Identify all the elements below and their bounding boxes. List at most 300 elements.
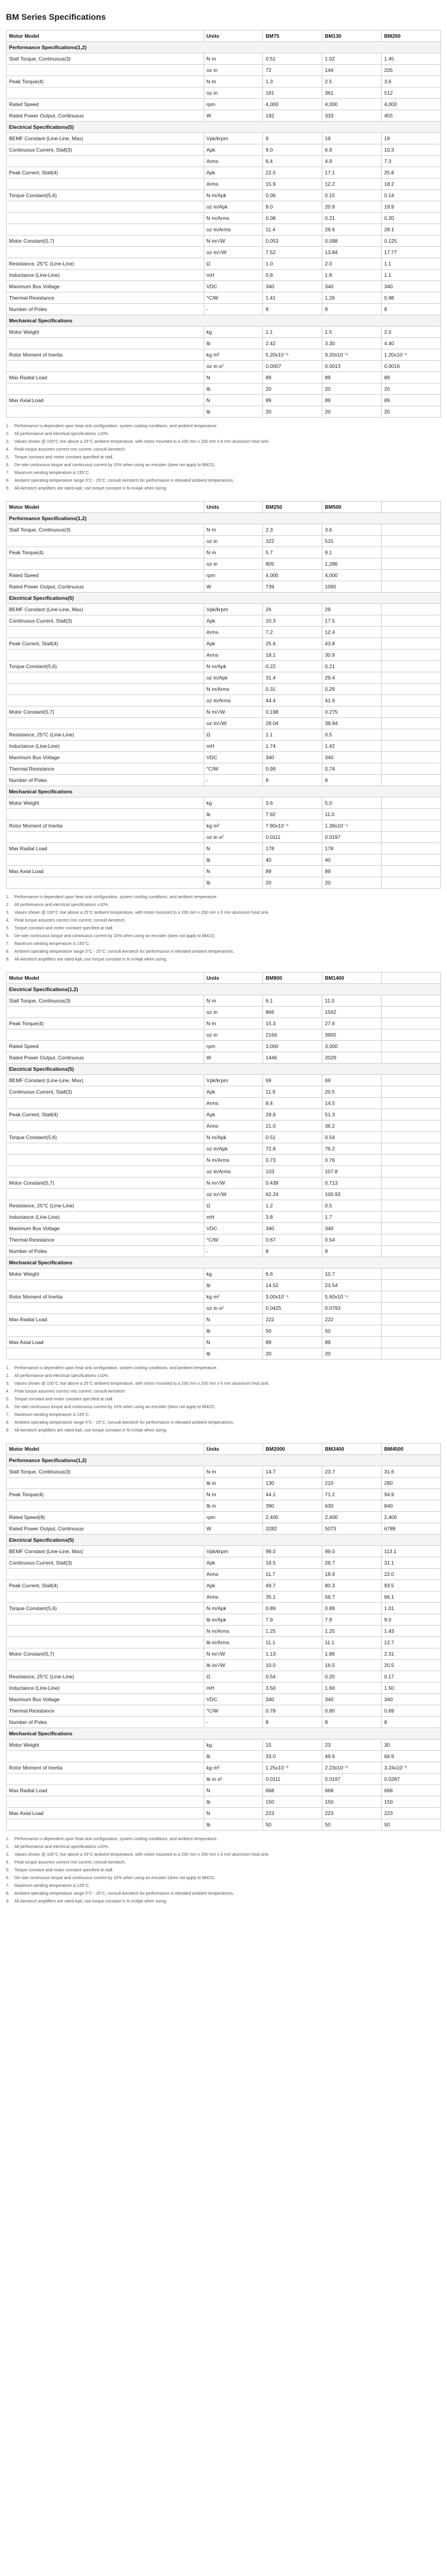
footnote [6, 917, 441, 925]
spec-value: 1.1 [263, 327, 322, 338]
model-column-heading: BM200 [382, 31, 441, 42]
spec-units: lb·in/Apk [204, 1614, 263, 1626]
footnote-number: 2. [6, 1845, 10, 1849]
spec-label [7, 1774, 204, 1785]
spec-value: 340 [263, 1223, 322, 1234]
header-row [7, 502, 441, 513]
spec-row [7, 338, 441, 349]
spec-row [7, 638, 441, 650]
spec-row [7, 76, 441, 87]
spec-row [7, 1029, 441, 1041]
spec-value: 11.4 [263, 224, 322, 235]
spec-value: 0.54 [322, 1234, 382, 1246]
spec-label: Continuous Current, Stall(3) [7, 1086, 204, 1098]
spec-value: 62.24 [263, 1189, 322, 1200]
footnote-number: 3. [6, 911, 10, 915]
spec-value: 89 [263, 866, 322, 877]
spec-row [7, 395, 441, 406]
footnote-text: All Aerotech amplifiers are rated Apk; use torque constant in N·m/Apk when sizing. [14, 1429, 168, 1433]
spec-value: 1.7 [322, 1212, 382, 1223]
spec-units: Ω [204, 1671, 263, 1683]
footnote [6, 1851, 441, 1859]
spec-value: 12.2 [322, 179, 382, 190]
spec-label: Thermal Resistance [7, 292, 204, 304]
spec-row [7, 1109, 441, 1121]
footnote [6, 956, 441, 964]
spec-row [7, 558, 441, 570]
spec-value: 76.2 [322, 1143, 382, 1155]
spec-value: 3,000 [322, 1041, 382, 1052]
spec-value: 130 [263, 1478, 322, 1489]
spec-value: 150 [322, 1796, 382, 1808]
spec-value [382, 1234, 441, 1246]
spec-row [7, 53, 441, 65]
footnote [6, 469, 441, 477]
spec-value: 0.198 [263, 706, 322, 718]
footnote-number: 9. [6, 487, 10, 491]
spec-value: 89 [382, 395, 441, 406]
spec-value: 178 [263, 843, 322, 854]
spec-value: 1,286 [322, 558, 382, 570]
spec-row [7, 820, 441, 832]
spec-value: 9 [263, 133, 322, 144]
spec-units: lb [204, 809, 263, 820]
motor-model-heading: Motor Model [7, 502, 204, 513]
spec-value: 40 [263, 854, 322, 866]
footnote [6, 1364, 441, 1372]
spec-units: lb [204, 406, 263, 418]
spec-value: 7.2 [263, 627, 322, 638]
spec-value: 0.0111 [263, 1774, 322, 1785]
spec-value: 29.6 [322, 224, 382, 235]
spec-value: 0.0197 [322, 1774, 382, 1785]
spec-row [7, 144, 441, 156]
footnote [6, 1411, 441, 1419]
spec-value: 5.20x10⁻⁶ [263, 349, 322, 361]
spec-units: kg [204, 1269, 263, 1280]
spec-value: 0.74 [322, 763, 382, 775]
spec-value: 99.0 [322, 1546, 382, 1557]
spec-row [7, 235, 441, 247]
spec-row [7, 1705, 441, 1717]
section-row [7, 1535, 441, 1546]
spec-label [7, 809, 204, 820]
spec-label: Number of Poles [7, 775, 204, 786]
spec-label [7, 156, 204, 167]
spec-label [7, 1029, 204, 1041]
spec-value: 1.1 [382, 270, 441, 281]
spec-units: N·m/Arms [204, 684, 263, 695]
spec-value: 4,000 [322, 570, 382, 581]
spec-row [7, 1762, 441, 1774]
spec-row [7, 650, 441, 661]
spec-row [7, 1143, 441, 1155]
spec-value: 69 [322, 1075, 382, 1086]
spec-value: 4,000 [322, 99, 382, 110]
spec-table-header [7, 1443, 441, 1455]
spec-value: 25.8 [382, 167, 441, 179]
section-heading: Electrical Specifications(5) [7, 1535, 441, 1546]
spec-row [7, 1348, 441, 1360]
spec-label: Motor Weight [7, 327, 204, 338]
spec-value: 2.5 [322, 76, 382, 87]
spec-row [7, 167, 441, 179]
spec-row [7, 1132, 441, 1143]
footnote [6, 1867, 441, 1874]
spec-units: oz·in/Arms [204, 695, 263, 706]
model-column-heading: BM4500 [382, 1443, 441, 1455]
spec-value: 0.21 [322, 213, 382, 224]
spec-label [7, 1819, 204, 1831]
spec-label [7, 1155, 204, 1166]
spec-row [7, 684, 441, 695]
spec-label: Rated Speed(8) [7, 1512, 204, 1523]
section-heading: Performance Specifications(1,2) [7, 1455, 441, 1466]
spec-units: oz·in [204, 87, 263, 99]
spec-value: 1.25x10⁻³ [263, 1762, 322, 1774]
spec-value [382, 1109, 441, 1121]
spec-units: oz·in/Arms [204, 224, 263, 235]
spec-value: 866 [263, 1007, 322, 1018]
spec-value [382, 1212, 441, 1223]
spec-value: 3.24x10⁻³ [382, 1762, 441, 1774]
footnotes [6, 422, 441, 493]
spec-row [7, 1246, 441, 1257]
spec-label: Max Axial Load [7, 866, 204, 877]
spec-label: Number of Poles [7, 304, 204, 315]
spec-value: 10.0 [263, 1660, 322, 1671]
spec-units: Vpk/krpm [204, 1546, 263, 1557]
footnote-text: Peak torque assumes correct rms current; consult Aerotech. [14, 1861, 126, 1865]
spec-value: 1.0 [263, 258, 322, 270]
spec-value: 0.0425 [263, 1303, 322, 1314]
spec-row [7, 1291, 441, 1303]
footnote-text: Maximum winding temperature is 155°C. [14, 471, 90, 475]
spec-label: Resistance, 25°C (Line-Line) [7, 258, 204, 270]
spec-table [6, 501, 441, 889]
footnotes [6, 1364, 441, 1435]
spec-label [7, 1478, 204, 1489]
spec-row [7, 1512, 441, 1523]
spec-value [382, 1029, 441, 1041]
spec-row [7, 832, 441, 843]
spec-label [7, 247, 204, 258]
spec-row [7, 1660, 441, 1671]
spec-row [7, 1280, 441, 1291]
spec-value: 0.125 [382, 235, 441, 247]
spec-value: 25.6 [263, 638, 322, 650]
spec-value [382, 604, 441, 615]
spec-units: Apk [204, 1086, 263, 1098]
spec-value [382, 1075, 441, 1086]
footnote-number: 2. [6, 432, 10, 436]
spec-value: 7.92 [263, 809, 322, 820]
spec-row [7, 1774, 441, 1785]
spec-value: 630 [322, 1500, 382, 1512]
section-row [7, 1257, 441, 1269]
spec-value: 222 [263, 1314, 322, 1325]
spec-value: 4.9 [322, 156, 382, 167]
spec-value [382, 1155, 441, 1166]
spec-row [7, 1212, 441, 1223]
footnote [6, 1843, 441, 1851]
footnote-text: Peak torque assumes correct rms current; consult Aerotech. [14, 1390, 126, 1394]
spec-row [7, 110, 441, 122]
spec-row [7, 1626, 441, 1637]
spec-label: Rated Power Output, Continuous [7, 1523, 204, 1535]
spec-value: 26 [263, 604, 322, 615]
spec-units: Arms [204, 1121, 263, 1132]
spec-value: 107.8 [322, 1166, 382, 1177]
spec-units: °C/W [204, 1705, 263, 1717]
spec-value [382, 1177, 441, 1189]
spec-row [7, 1557, 441, 1569]
spec-value: 8 [263, 304, 322, 315]
spec-value: 30 [382, 1740, 441, 1751]
footnote-text: De-rate continuous torque and continuous current by 10% when using an encoder (does not apply to BM22). [14, 934, 216, 938]
spec-value: 66.1 [382, 1591, 441, 1603]
spec-table-header [7, 31, 441, 42]
spec-value: 8 [263, 1246, 322, 1257]
spec-row [7, 1325, 441, 1337]
spec-value: 2166 [263, 1029, 322, 1041]
spec-label: Motor Constant(5,7) [7, 1648, 204, 1660]
spec-label: BEMF Constant (Line-Line, Max) [7, 133, 204, 144]
spec-label [7, 1660, 204, 1671]
spec-units: N·m/Arms [204, 1155, 263, 1166]
spec-label: Rotor Moment of Inertia [7, 1291, 204, 1303]
model-column-heading: BM2000 [263, 1443, 322, 1455]
spec-value: 3.6 [263, 798, 322, 809]
spec-value: 16.5 [263, 1557, 322, 1569]
spec-row [7, 995, 441, 1007]
spec-value: 31.4 [263, 672, 322, 684]
spec-label: Rated Power Output, Continuous [7, 581, 204, 593]
spec-label: Torque Constant(5,6) [7, 1603, 204, 1614]
footnote-number: 4. [6, 1390, 10, 1394]
model-column-heading: BM500 [322, 502, 382, 513]
spec-value [382, 1189, 441, 1200]
spec-units: kg·m² [204, 820, 263, 832]
footnote-number: 7. [6, 1884, 10, 1888]
section-row [7, 315, 441, 327]
footnote-number: 3. [6, 440, 10, 444]
spec-label [7, 87, 204, 99]
spec-units: Apk [204, 1557, 263, 1569]
spec-value: 2.3 [263, 524, 322, 536]
spec-value: 1.42 [322, 741, 382, 752]
spec-value: 222 [322, 1314, 382, 1325]
footnote-text: Values shown @ 100°C rise above a 25°C ambient temperature, with motor mounted to a 200 mm x 200 mm x 6 mm aluminum heat sink. [14, 911, 270, 915]
spec-units: oz·in/Arms [204, 1166, 263, 1177]
spec-value: 2,400 [382, 1512, 441, 1523]
spec-row [7, 1200, 441, 1212]
spec-value: 0.0013 [322, 361, 382, 372]
spec-value [382, 1269, 441, 1280]
footnote [6, 1882, 441, 1890]
spec-label [7, 1280, 204, 1291]
footnote-number: 9. [6, 1899, 10, 1904]
footnote-text: Torque constant and motor constant specified at stall. [14, 926, 114, 931]
footnote-number: 4. [6, 1861, 10, 1865]
spec-units: - [204, 1246, 263, 1257]
spec-row [7, 1466, 441, 1478]
spec-value: 89 [322, 372, 382, 383]
spec-value: 29.4 [322, 672, 382, 684]
spec-value: 99.0 [263, 1546, 322, 1557]
spec-label: Thermal Resistance [7, 1705, 204, 1717]
spec-row [7, 1303, 441, 1314]
spec-units: lb [204, 1796, 263, 1808]
spec-value: 6.6 [263, 1269, 322, 1280]
spec-value: 4,000 [382, 99, 441, 110]
spec-value: 20.9 [322, 201, 382, 213]
spec-units: N·m/√W [204, 1648, 263, 1660]
footnote-text: Ambient operating temperature range 0°C - 25°C; consult Aerotech for performance in elevated ambient temperatures. [14, 1421, 234, 1425]
spec-row [7, 1796, 441, 1808]
spec-value: 89 [263, 1337, 322, 1348]
spec-row [7, 615, 441, 627]
model-column-heading: BM75 [263, 31, 322, 42]
spec-value: 223 [263, 1808, 322, 1819]
spec-value: 10.3 [382, 144, 441, 156]
spec-value: 340 [263, 1694, 322, 1705]
spec-value: 0.73 [263, 1155, 322, 1166]
spec-units: Apk [204, 1109, 263, 1121]
spec-value [382, 558, 441, 570]
spec-label: Max Axial Load [7, 395, 204, 406]
spec-value: 44.4 [263, 695, 322, 706]
section-heading: Electrical Specifications(5) [7, 122, 441, 133]
spec-label [7, 1569, 204, 1580]
spec-value: 21.0 [263, 1121, 322, 1132]
spec-value: 23 [322, 1740, 382, 1751]
spec-label: Rotor Moment of Inertia [7, 1762, 204, 1774]
spec-row [7, 775, 441, 786]
spec-value: 18.2 [382, 179, 441, 190]
spec-value: 455 [382, 110, 441, 122]
spec-label: Max Axial Load [7, 1337, 204, 1348]
spec-value [382, 1246, 441, 1257]
spec-units: N·m/Arms [204, 1626, 263, 1637]
spec-row [7, 201, 441, 213]
spec-value [382, 866, 441, 877]
footnote-text: Peak torque assumes correct rms current; consult Aerotech. [14, 448, 126, 452]
spec-label: Inductance (Line-Line) [7, 1212, 204, 1223]
spec-row [7, 1223, 441, 1234]
spec-value: 40 [322, 854, 382, 866]
spec-value: 3282 [263, 1523, 322, 1535]
header-row [7, 973, 441, 984]
spec-value: 6789 [382, 1523, 441, 1535]
spec-units: lb·in [204, 1478, 263, 1489]
section-row [7, 984, 441, 995]
spec-value: 23.7 [322, 1466, 382, 1478]
spec-value: 20 [263, 1348, 322, 1360]
spec-row [7, 809, 441, 820]
spec-units: kg [204, 798, 263, 809]
spec-units: W [204, 1052, 263, 1064]
spec-value: 20.5 [322, 1086, 382, 1098]
units-heading: Units [204, 31, 263, 42]
spec-table-body [7, 984, 441, 1360]
spec-row [7, 1614, 441, 1626]
spec-row [7, 1478, 441, 1489]
model-column-heading: BM1400 [322, 973, 382, 984]
spec-value [382, 627, 441, 638]
spec-units: - [204, 1717, 263, 1728]
spec-units: VDC [204, 752, 263, 763]
footnote [6, 1835, 441, 1843]
spec-row [7, 695, 441, 706]
spec-value: 17.1 [322, 167, 382, 179]
spec-units: kg·m² [204, 349, 263, 361]
footnote-text: Ambient operating temperature range 0°C - 25°C; consult Aerotech for performance in elevated ambient temperatures. [14, 950, 234, 954]
spec-label [7, 201, 204, 213]
spec-value: 50 [263, 1325, 322, 1337]
spec-units: Ω [204, 729, 263, 741]
spec-value [382, 695, 441, 706]
footnote [6, 1388, 441, 1396]
spec-value: 14.52 [263, 1280, 322, 1291]
spec-label: Stall Torque, Continuous(3) [7, 53, 204, 65]
spec-row [7, 1086, 441, 1098]
spec-value: 0.98 [382, 292, 441, 304]
spec-label: Rotor Moment of Inertia [7, 349, 204, 361]
footnote-number: 4. [6, 448, 10, 452]
spec-units: oz·in/Apk [204, 201, 263, 213]
spec-label: Continuous Current, Stall(3) [7, 615, 204, 627]
spec-value: 0.20 [322, 1671, 382, 1683]
spec-value: 28.1 [382, 224, 441, 235]
footnote-text: All Aerotech amplifiers are rated Apk; use torque constant in N·m/Apk when sizing. [14, 1899, 168, 1904]
spec-value: 5.7 [263, 547, 322, 558]
spec-value: 223 [322, 1808, 382, 1819]
spec-value: 0.99 [263, 763, 322, 775]
footnote [6, 940, 441, 948]
spec-value: 10.3 [263, 615, 322, 627]
spec-value [382, 672, 441, 684]
spec-value [382, 1280, 441, 1291]
footnote [6, 422, 441, 430]
spec-row [7, 292, 441, 304]
spec-units: kg·m² [204, 1762, 263, 1774]
motor-model-heading: Motor Model [7, 31, 204, 42]
spec-value: 1.1 [382, 258, 441, 270]
footnote-text: Values shown @ 100°C rise above a 25°C ambient temperature, with motor mounted to a 200 mm x 200 mm x 6 mm aluminum heat sink. [14, 1382, 270, 1386]
spec-row [7, 536, 441, 547]
spec-label [7, 179, 204, 190]
spec-value [382, 536, 441, 547]
spec-label [7, 536, 204, 547]
spec-units: kg·m² [204, 1291, 263, 1303]
spec-row [7, 1155, 441, 1166]
footnote-text: Ambient operating temperature range 0°C - 25°C; consult Aerotech for performance in elevated ambient temperatures. [14, 479, 234, 483]
footnote-text: Performance is dependent upon heat sink configuration, system cooling conditions, and ambient temperature. [14, 1366, 218, 1370]
footnote-number: 8. [6, 1421, 10, 1425]
spec-value: 3.30 [322, 338, 382, 349]
spec-value: 150 [382, 1796, 441, 1808]
spec-value: 36.2 [322, 1121, 382, 1132]
spec-value: 8 [263, 1717, 322, 1728]
spec-value: 0.15 [322, 190, 382, 201]
spec-value: 340 [382, 281, 441, 292]
spec-value: 27.6 [322, 1018, 382, 1029]
spec-row [7, 1591, 441, 1603]
spec-units: N [204, 1808, 263, 1819]
footnote-number: 8. [6, 950, 10, 954]
spec-value: 7.3 [382, 156, 441, 167]
